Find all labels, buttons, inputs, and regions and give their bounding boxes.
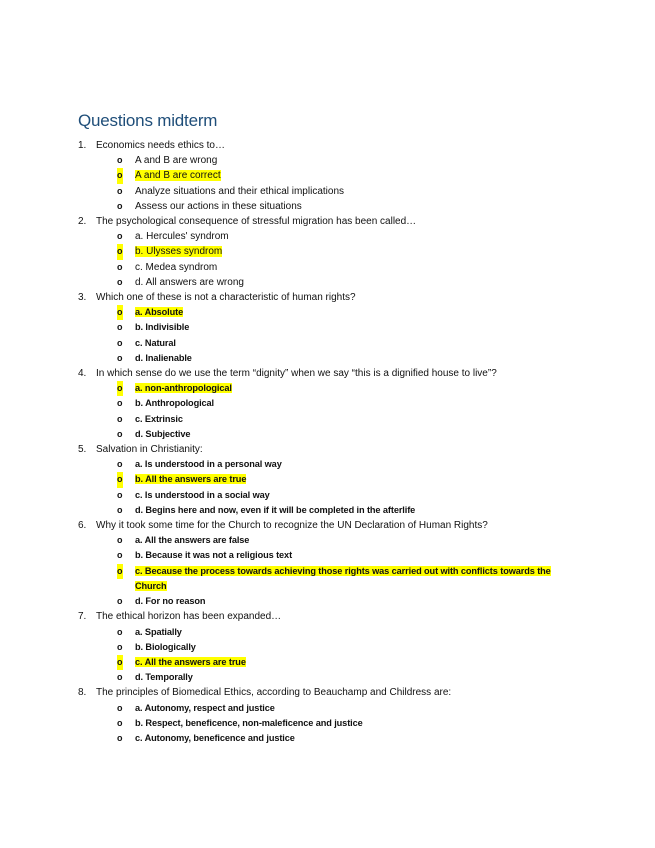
bullet-icon: o [117,472,123,487]
option-list [96,381,655,442]
question-number: 2. [78,216,87,228]
bullet-icon: o [117,717,123,728]
question-list [0,138,655,746]
bullet-icon: o [117,428,123,439]
option-item-highlighted [0,472,655,487]
question-number: 6. [78,520,87,532]
bullet-icon: o [117,200,123,211]
option-item [0,427,655,442]
option-list [96,533,655,609]
option-text: a. Hercules' syndrom [135,231,229,243]
option-text: a. All the answers are false [135,535,250,546]
bullet-icon: o [117,168,123,183]
option-text: Assess our actions in these situations [135,200,302,212]
option-item [0,625,655,640]
option-item [0,275,655,290]
option-text: d. Inalienable [135,352,192,363]
question-4 [0,366,655,442]
option-text: d. For no reason [135,596,206,607]
option-item [0,396,655,411]
option-list [96,229,655,290]
question-number: 8. [78,687,87,699]
option-text: b. Anthropological [135,398,215,409]
option-text: a. Autonomy, respect and justice [135,702,275,713]
bullet-icon: o [117,626,123,637]
bullet-icon: o [117,702,123,713]
option-item [0,488,655,503]
bullet-icon: o [117,398,123,409]
option-item [0,548,655,563]
option-item [0,412,655,427]
option-item [0,184,655,199]
option-text: c. Because the process towards achieving those rights was carried out with conflicts towards the Church [135,565,551,591]
bullet-icon: o [117,305,123,320]
bullet-icon: o [117,381,123,396]
question-number: 1. [78,140,87,151]
option-item [0,320,655,335]
bullet-icon: o [117,231,123,242]
option-item [0,336,655,351]
question-text: The psychological consequence of stressful migration has been called… [96,216,417,228]
bullet-icon: o [117,535,123,546]
question-text: In which sense do we use the term “dignity” when we say “this is a dignified house to live”? [96,368,497,380]
bullet-icon: o [117,352,123,363]
option-item-highlighted [0,655,655,670]
option-text: c. Medea syndrom [135,261,218,273]
option-text: b. Because it was not a religious text [135,550,293,561]
option-item-highlighted [0,168,655,183]
bullet-icon: o [117,596,123,607]
question-number: 5. [78,444,87,456]
question-text: Which one of these is not a characteristic of human rights? [96,292,356,304]
question-number: 7. [78,611,87,623]
question-2 [0,214,655,290]
question-text: The principles of Biomedical Ethics, according to Beauchamp and Childress are: [96,687,452,699]
option-text: a. Spatially [135,626,182,637]
option-item [0,594,655,609]
option-item-highlighted [0,381,655,396]
bullet-icon: o [117,185,123,196]
option-item [0,533,655,548]
option-text: b. Indivisible [135,322,190,333]
option-text: d. Subjective [135,428,191,439]
question-7 [0,609,655,685]
option-text: b. All the answers are true [135,474,247,485]
bullet-icon: o [117,672,123,683]
question-1 [0,138,655,214]
option-text: b. Biologically [135,641,196,652]
bullet-icon: o [117,732,123,743]
question-6 [0,518,655,609]
question-text: The ethical horizon has been expanded… [96,611,282,623]
bullet-icon: o [117,276,123,287]
option-item-highlighted [0,305,655,320]
option-text: d. Begins here and now, even if it will be completed in the afterlife [135,504,416,515]
bullet-icon: o [117,459,123,470]
bullet-icon: o [117,413,123,424]
page-title: Questions midterm [78,111,218,130]
bullet-icon: o [117,564,123,579]
option-list [96,701,655,747]
option-item [0,153,655,168]
option-text: c. All the answers are true [135,656,246,667]
option-list [96,457,655,518]
bullet-icon: o [117,655,123,670]
bullet-icon: o [117,550,123,561]
option-item-highlighted [0,564,560,594]
option-text: c. Is understood in a social way [135,489,270,500]
option-text: A and B are wrong [135,155,218,167]
option-item [0,670,655,685]
option-item-highlighted [0,244,655,259]
bullet-icon: o [117,261,123,272]
question-number: 4. [78,368,87,380]
option-text: d. Temporally [135,672,193,683]
option-item [0,351,655,366]
question-5 [0,442,655,518]
option-list [96,305,655,366]
option-list [96,153,655,214]
option-text: A and B are correct [135,170,221,182]
bullet-icon: o [117,244,123,259]
option-text: d. All answers are wrong [135,276,244,288]
option-text: c. Natural [135,337,176,348]
bullet-icon: o [117,322,123,333]
option-text: b. Respect, beneficence, non-maleficence and justice [135,717,363,728]
option-text: a. Absolute [135,307,184,318]
option-item [0,457,655,472]
question-number: 3. [78,292,87,304]
bullet-icon: o [117,504,123,515]
option-item [0,260,655,275]
option-item [0,716,655,731]
bullet-icon: o [117,641,123,652]
question-text: Salvation in Christianity: [96,444,203,456]
option-item [0,199,655,214]
option-item [0,503,655,518]
option-text: a. Is understood in a personal way [135,459,282,470]
question-text: Economics needs ethics to… [96,140,225,151]
option-text: Analyze situations and their ethical implications [135,185,344,197]
option-item [0,640,655,655]
option-item [0,229,655,244]
option-text: b. Ulysses syndrom [135,246,223,258]
bullet-icon: o [117,489,123,500]
bullet-icon: o [117,155,123,166]
bullet-icon: o [117,337,123,348]
question-8 [0,685,655,746]
option-text: c. Autonomy, beneficence and justice [135,732,295,743]
option-item [0,701,655,716]
option-text: c. Extrinsic [135,413,183,424]
option-list [96,625,655,686]
question-text: Why it took some time for the Church to recognize the UN Declaration of Human Rights? [96,520,488,532]
question-3 [0,290,655,366]
option-item [0,731,655,746]
option-text: a. non-anthropological [135,383,232,394]
